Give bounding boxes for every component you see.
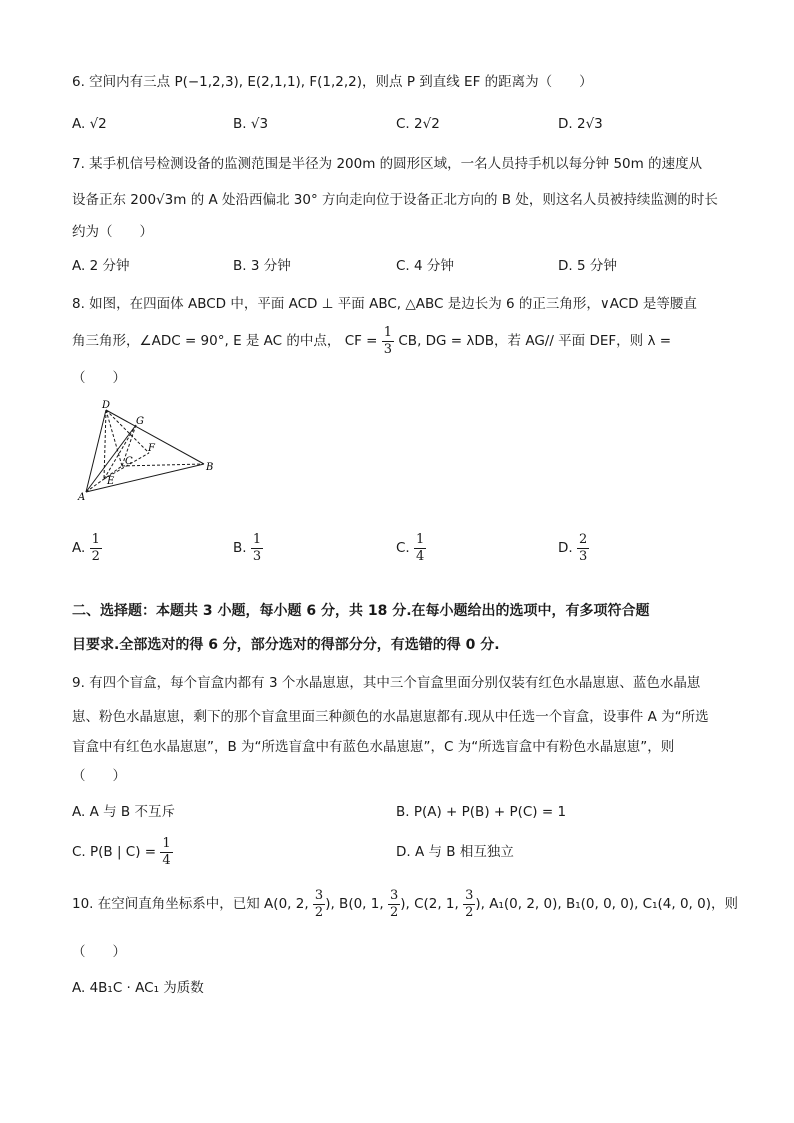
q8-stem-line-2	[72, 324, 722, 364]
label-g: G	[136, 416, 144, 427]
q9-stem-line-4: （ ）	[72, 768, 126, 784]
q9-stem-line-2: 崽、粉色水晶崽崽，剩下的那个盲盒里面三种颜色的水晶崽崽都有.现从中任选一个盲盒，设事件 A 为“所选	[72, 709, 709, 725]
q8-option-c-fraction: $\frac{1}{4}$	[416, 531, 425, 564]
label-c: C	[125, 456, 133, 467]
q10-option-a: A. 4B₁C · AC₁ 为质数	[72, 980, 204, 996]
q7-stem-line-1: 7. 某手机信号检测设备的监测范围是半径为 200m 的圆形区域，一名人员持手机以每分钟 50m 的速度从	[72, 156, 703, 172]
q8-cf-fraction: $\frac{1}{3}$	[383, 324, 393, 357]
q7-option-a: A. 2 分钟	[72, 258, 130, 274]
q6-option-a: A. √2	[72, 116, 107, 132]
segment-de	[104, 410, 106, 479]
label-d: D	[102, 400, 111, 411]
q8-option-b: B. $\frac{1}{3}$	[233, 531, 262, 564]
edge-db	[106, 410, 204, 464]
q9-option-c-fraction: $\frac{1}{4}$	[162, 835, 171, 868]
label-a: A	[78, 492, 86, 503]
q8-option-a: A. $\frac{1}{2}$	[72, 531, 100, 564]
q6-option-c: C. 2√2	[396, 116, 440, 132]
edge-cb	[122, 464, 204, 466]
section-2-heading-line-2: 目要求.全部选对的得 6 分，部分选对的得部分分，有选错的得 0 分.	[72, 637, 500, 653]
segment-eg	[104, 425, 136, 479]
q7-stem-line-3: 约为（ ）	[72, 224, 153, 240]
q7-option-d: D. 5 分钟	[558, 258, 617, 274]
q8-stem-line-1: 8. 如图，在四面体 ABCD 中，平面 ACD ⊥ 平面 ABC, △ABC 是边长为 6 的正三角形，∨ACD 是等腰直	[72, 296, 697, 312]
label-f: F	[148, 443, 155, 454]
q10-a-z-fraction: $\frac{3}{2}$	[314, 887, 324, 920]
section-2-heading-line-1: 二、选择题：本题共 3 小题，每小题 6 分，共 18 分.在每小题给出的选项中，有多项符合题	[72, 603, 650, 619]
q8-option-d-fraction: $\frac{2}{3}$	[578, 531, 588, 564]
q8-stem-line-2-part-a: 角三角形，∠ADC = 90°, E 是 AC 的中点，	[72, 333, 341, 349]
q8-stem-line-2-part-c: CB, DG = λDB，若 AG// 平面 DEF，则 λ =	[398, 333, 672, 349]
q8-stem-line-2-part-b: CF =	[344, 333, 382, 349]
tetrahedron-figure	[74, 400, 224, 504]
q10-c-z-fraction: $\frac{3}{2}$	[465, 887, 474, 920]
q9-option-a: A. A 与 B 不互斥	[72, 804, 175, 820]
q10-b-z-fraction: $\frac{3}{2}$	[389, 887, 399, 920]
q9-option-b: B. P(A) + P(B) + P(C) = 1	[396, 804, 567, 820]
q6-stem: 6. 空间内有三点 P(−1,2,3), E(2,1,1), F(1,2,2)，则点 P 到直线 EF 的距离为（ ）	[72, 74, 593, 90]
q10-stem-line-2: （ ）	[72, 944, 126, 960]
q7-stem-line-2: 设备正东 200√3m 的 A 处沿西偏北 30° 方向走向位于设备正北方向的 B 处，则这名人员被持续监测的时长	[72, 192, 718, 208]
q9-stem-line-3: 盲盒中有红色水晶崽崽”，B 为“所选盲盒中有蓝色水晶崽崽”，C 为“所选盲盒中有粉色水晶崽崽”，则	[72, 739, 675, 755]
q9-option-c: C. P(B | C) = $\frac{1}{4}$	[72, 835, 171, 868]
q8-option-b-fraction: $\frac{1}{3}$	[252, 531, 262, 564]
q6-option-b: B. √3	[233, 116, 269, 132]
q7-option-c: C. 4 分钟	[396, 258, 454, 274]
q8-option-c: C. $\frac{1}{4}$	[396, 531, 425, 564]
q7-option-b: B. 3 分钟	[233, 258, 291, 274]
q9-option-d: D. A 与 B 相互独立	[396, 844, 514, 860]
q9-stem-line-1: 9. 有四个盲盒，每个盲盒内都有 3 个水晶崽崽，其中三个盲盒里面分别仅装有红色水晶崽崽、蓝色水晶崽	[72, 675, 701, 691]
q8-stem-line-3: （ ）	[72, 370, 126, 386]
q6-option-d: D. 2√3	[558, 116, 603, 132]
label-b: B	[206, 462, 214, 473]
q8-option-a-fraction: $\frac{1}{2}$	[91, 531, 100, 564]
label-e: E	[107, 476, 115, 487]
q8-option-d: D. $\frac{2}{3}$	[558, 531, 588, 564]
q10-stem-line-1: 10. 在空间直角坐标系中，已知 A(0, 2, $\frac{3}{2}$ ), B(0, 1, $\frac{3}{2}$ ), C(2, 1, $\frac{3}{2}$ ), A₁(0, 2, 0), B₁(0, 0, 0), C₁(4, 0, 0)，则	[72, 887, 738, 920]
